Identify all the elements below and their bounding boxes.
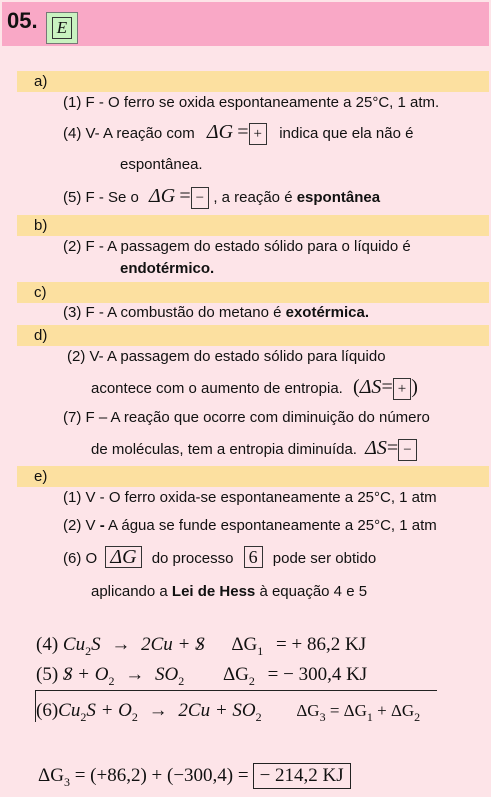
eq4-cancelled-s: S [195, 634, 205, 655]
question-number: 05. [7, 8, 38, 33]
item-b-line1: (2) F - A passagem do estado sólido para o líquido é [63, 238, 411, 255]
equation-5: (5) $S + O_2 \to SO_2$ $\Delta G_2$ = − 300,4 KJ [36, 664, 368, 688]
item-c-line1 [63, 303, 369, 323]
eq5-arrow: → [125, 664, 145, 685]
final-delta-g: ΔG [38, 765, 64, 786]
item-e-line2 [63, 516, 437, 536]
item-e-line4 [91, 582, 367, 602]
minus-box: − [398, 439, 416, 461]
item-d-line1: (2) V- A passagem do estado sólido para líquido [67, 348, 386, 365]
eq4-arrow: → [111, 634, 131, 655]
eq6-rhs: 2Cu + SO [178, 700, 256, 721]
item-e-line4-bold: Lei de Hess [171, 583, 256, 600]
eq6-plus: + ΔG [372, 701, 415, 720]
answer-letter: E [52, 17, 72, 39]
eq5-value: = − 300,4 KJ [267, 664, 368, 685]
eq4-delta-g: ΔG [231, 634, 258, 655]
eq4-reactant: Cu [62, 634, 86, 655]
item-a-line4 [63, 186, 380, 209]
eq5-cancelled-s: S [62, 664, 73, 685]
eq6-lhs: Cu [58, 700, 81, 721]
item-c-line1-bold: exotérmica. [285, 304, 370, 321]
eq5-dg-sub: 2 [248, 673, 255, 688]
eq6-dg3: ΔG [296, 701, 320, 720]
plus-box: + [393, 378, 411, 400]
item-a-line4-bold: espontânea [296, 189, 381, 206]
item-a-line4-mid: , a reação é [213, 189, 293, 206]
item-e-line2-start: (2) V [63, 517, 96, 534]
item-a-line4-start: (5) F - Se o [63, 189, 139, 206]
equals-sign: = [386, 437, 399, 459]
item-d-line3: (7) F – A reação que ocorre com diminuição do número [63, 409, 430, 426]
equation-4 [36, 633, 366, 663]
item-d-line4-text: de moléculas, tem a entropia diminuída. [91, 441, 357, 458]
item-e-line1: (1) V - O ferro oxida-se espontaneamente a 25°C, 1 atm [63, 489, 437, 506]
eq5-oxygen: + O [72, 664, 109, 685]
plus-box: + [249, 123, 267, 145]
delta-g-symbol: ΔG [206, 121, 234, 143]
eq6-o-sub: 2 [131, 709, 138, 724]
final-expression: = (+86,2) + (−300,4) = [69, 765, 249, 786]
item-c-label: c) [17, 282, 489, 303]
answer-box [46, 12, 78, 44]
item-d-label: d) [17, 325, 489, 346]
eq6-lhs-sub: 2 [80, 709, 87, 724]
eq6-rhs-sub: 2 [255, 709, 262, 724]
equals-sign: = [381, 376, 393, 398]
eq6-mid: = ΔG [325, 701, 367, 720]
equals-sign: = [179, 185, 191, 207]
item-e-label: e) [17, 466, 489, 487]
sum-line [35, 690, 437, 691]
item-e-line2-end: A água se funde espontaneamente a 25°C, 1 atm [108, 517, 437, 534]
item-b-label: b) [17, 215, 489, 236]
eq6-s2: 2 [414, 709, 421, 724]
eq4-tag: (4) [36, 634, 59, 655]
item-a-line2 [63, 122, 413, 145]
item-a-line3: espontânea. [120, 156, 203, 173]
item-e-line3-mid: do processo [151, 550, 234, 567]
eq4-product: 2Cu + [141, 634, 196, 655]
item-b-line2: endotérmico. [120, 260, 215, 277]
eq5-sub: 2 [108, 673, 115, 688]
delta-g-box: ΔG [105, 546, 141, 568]
item-e-line4-end: à equação 4 e 5 [259, 583, 368, 600]
final-result-box: − 214,2 KJ [253, 763, 351, 789]
final-sub: 3 [63, 774, 70, 789]
item-a-line1: (1) F - O ferro se oxida espontaneamente a 25°C, 1 atm. [63, 94, 440, 111]
eq4-sub: 2 [85, 643, 92, 658]
eq4-dg-sub: 1 [257, 643, 264, 658]
paren-close: ) [411, 376, 418, 398]
eq5-product: SO [154, 664, 179, 685]
item-e-line4-start: aplicando a [91, 583, 168, 600]
item-a-line2-start: (4) V- A reação com [63, 125, 195, 142]
item-d-line2 [91, 377, 418, 400]
eq4-s: S [91, 634, 101, 655]
eq6-s1: 1 [366, 709, 373, 724]
eq5-tag: (5) [36, 664, 59, 685]
paren-open: ( [353, 376, 360, 398]
item-c-line1-start: (3) F - A combustão do metano é [63, 304, 282, 321]
item-a-label: a) [17, 71, 489, 92]
equals-sign: = [237, 121, 249, 143]
eq6-dg3-sub: 3 [319, 709, 326, 724]
eq6-tag: (6) [36, 700, 59, 721]
eq5-delta-g: ΔG [222, 664, 249, 685]
item-e-line3-start: (6) O [63, 550, 98, 567]
final-result [38, 763, 351, 794]
item-a-line2-end: indica que ela não é [279, 125, 414, 142]
process-number-box: 6 [244, 546, 263, 568]
item-d-line4 [91, 438, 417, 461]
item-e-line3-end: pode ser obtido [272, 550, 377, 567]
eq6-lhs2: S + O [86, 700, 132, 721]
eq4-value: = + 86,2 KJ [276, 634, 367, 655]
delta-s-symbol: ΔS [365, 437, 387, 459]
item-e-line2-dash: - [99, 517, 105, 534]
eq6-arrow: → [148, 700, 168, 721]
equation-6 [36, 699, 420, 729]
item-d-line2-text: acontece com o aumento de entropia. [91, 380, 343, 397]
delta-g-symbol: ΔG [149, 185, 176, 207]
question-header [2, 2, 489, 46]
item-e-line3 [63, 546, 376, 569]
minus-box: − [191, 187, 209, 209]
delta-s-symbol: ΔS [359, 376, 382, 398]
